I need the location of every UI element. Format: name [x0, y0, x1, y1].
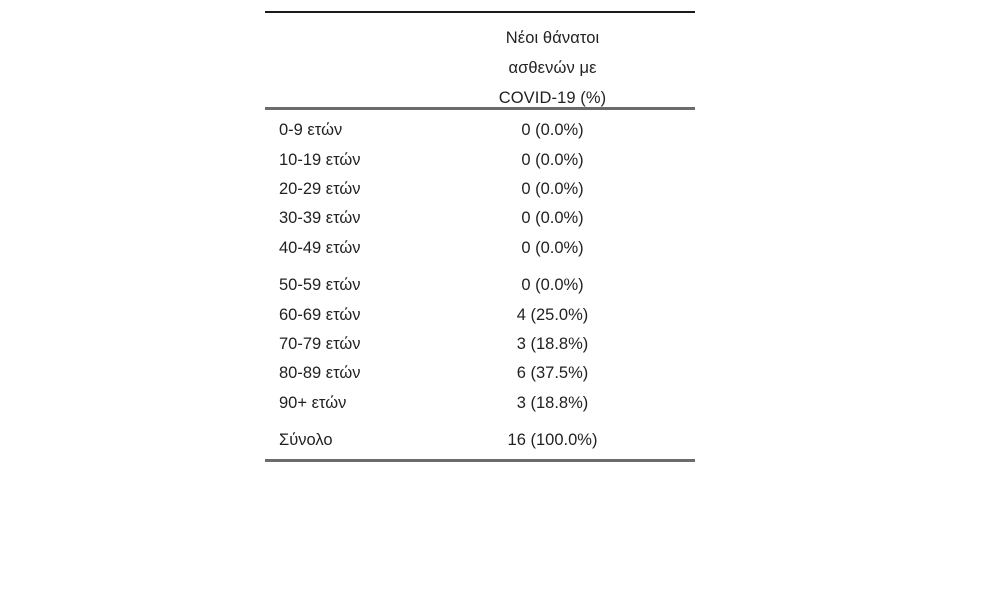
table-row [265, 271, 695, 300]
age-group-label: 40-49 ετών [279, 238, 361, 257]
age-group-label: 30-39 ετών [279, 209, 361, 228]
deaths-value: 0 (0.0%) [521, 238, 584, 257]
table-row [265, 175, 695, 204]
deaths-value: 0 (0.0%) [521, 121, 584, 140]
table-row [265, 330, 695, 359]
age-group-label: 90+ ετών [279, 393, 347, 412]
age-group-label: 20-29 ετών [279, 179, 361, 198]
header-value-cell: Νέοι θάνατοι ασθενών με COVID-19 (%) [498, 29, 607, 107]
age-group-label: 60-69 ετών [279, 305, 361, 324]
deaths-value: 6 (37.5%) [516, 364, 589, 383]
deaths-value: 3 (18.8%) [516, 334, 589, 353]
table-body [265, 110, 695, 459]
total-label: Σύνολο [279, 431, 333, 450]
age-group-label: 50-59 ετών [279, 276, 361, 295]
total-value: 16 (100.0%) [507, 431, 598, 450]
header-label-cell [265, 13, 480, 107]
age-group-label: 70-79 ετών [279, 334, 361, 353]
deaths-value: 3 (18.8%) [516, 393, 589, 412]
deaths-value: 0 (0.0%) [521, 179, 584, 198]
total-row [265, 426, 695, 455]
age-group-label: 10-19 ετών [279, 150, 361, 169]
table-row [265, 116, 695, 145]
age-group-label: 80-89 ετών [279, 364, 361, 383]
deaths-value: 0 (0.0%) [521, 150, 584, 169]
table-row [265, 204, 695, 233]
deaths-value: 0 (0.0%) [521, 276, 584, 295]
table-row [265, 300, 695, 329]
table-row [265, 359, 695, 388]
table-row [265, 234, 695, 263]
deaths-value: 0 (0.0%) [521, 209, 584, 228]
table-row [265, 389, 695, 418]
table-header-row [265, 13, 695, 110]
deaths-value: 4 (25.0%) [516, 305, 589, 324]
table-row [265, 145, 695, 174]
covid-deaths-by-age-table [265, 11, 695, 462]
age-group-label: 0-9 ετών [279, 121, 343, 140]
